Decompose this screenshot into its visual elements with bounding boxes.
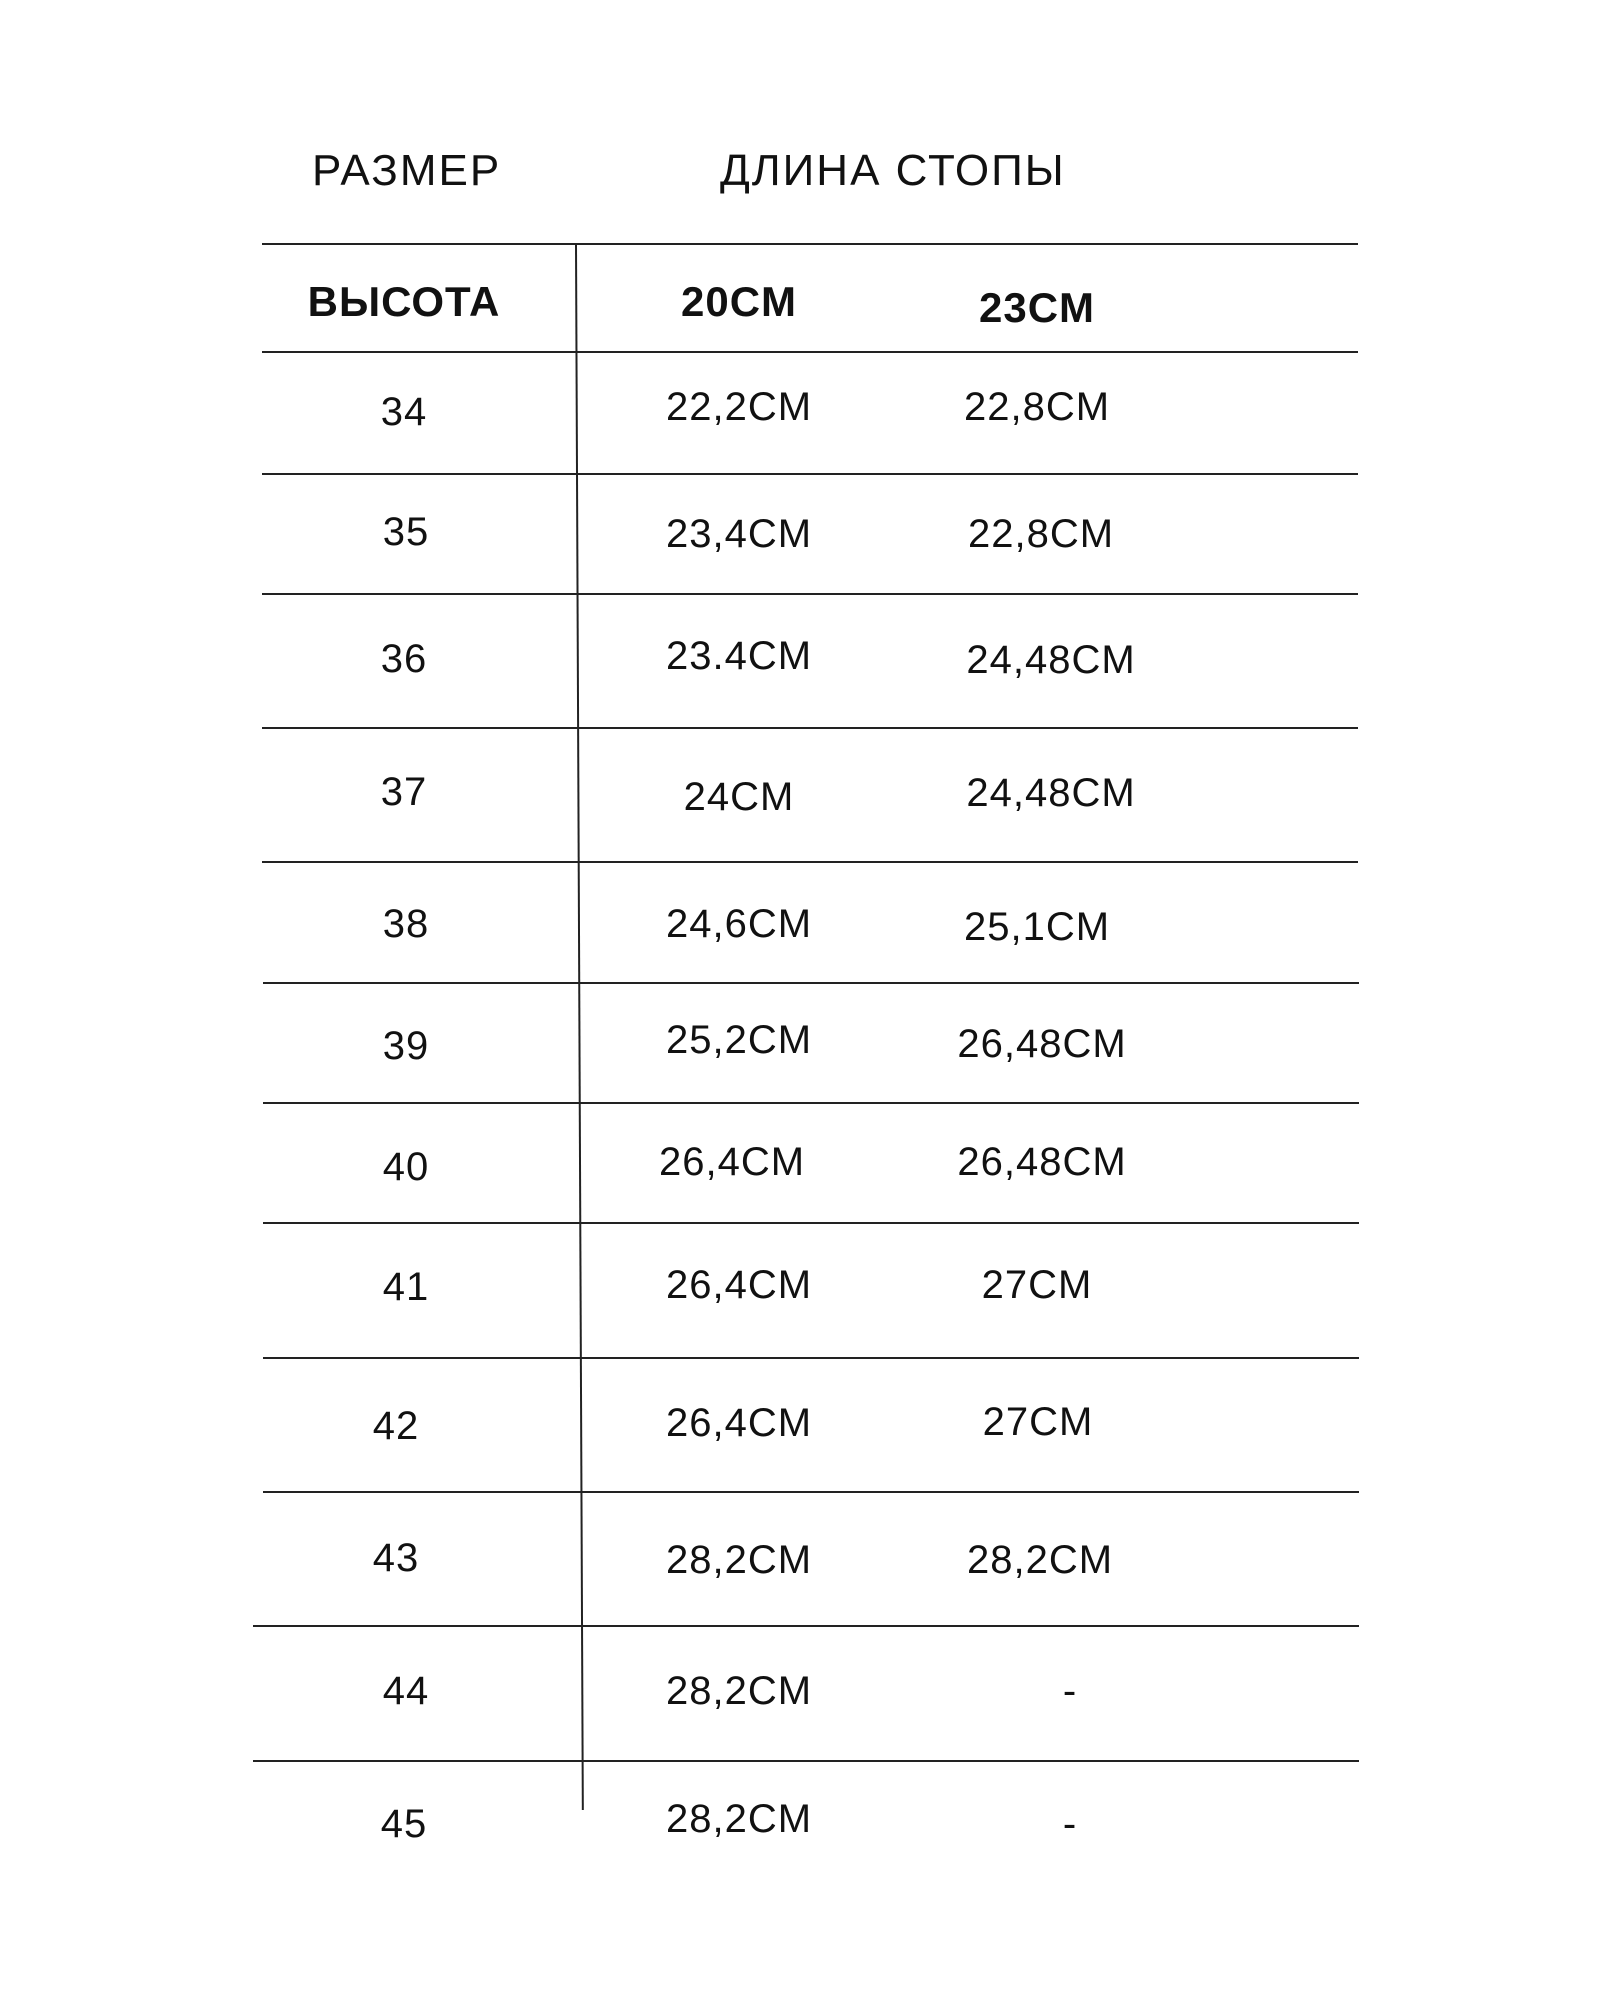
size-value: 40 bbox=[382, 1145, 430, 1189]
length-23cm-value: 28,2CM bbox=[966, 1538, 1114, 1582]
table-rule bbox=[253, 1625, 1359, 1627]
length-23cm-value: 27CM bbox=[981, 1263, 1093, 1307]
foot-length-heading: ДЛИНА СТОПЫ bbox=[720, 146, 1066, 195]
size-value: 36 bbox=[380, 637, 428, 681]
size-value: 37 bbox=[380, 770, 428, 814]
table-rule bbox=[262, 593, 1358, 595]
length-23cm-value: 24,48CM bbox=[966, 638, 1136, 682]
size-value: 38 bbox=[382, 902, 430, 946]
table-rule bbox=[262, 727, 1358, 729]
length-20cm-value: 26,4CM bbox=[665, 1263, 813, 1307]
length-23cm-value: 22,8CM bbox=[963, 385, 1111, 429]
size-value: 34 bbox=[380, 390, 428, 434]
length-20cm-value: 24CM bbox=[683, 775, 795, 819]
length-20cm-value: 26,4CM bbox=[665, 1401, 813, 1445]
size-value: 35 bbox=[382, 510, 430, 554]
column-header-height: ВЫСОТА bbox=[307, 278, 501, 325]
size-value: 43 bbox=[372, 1536, 420, 1580]
table-rule bbox=[263, 1491, 1359, 1493]
length-23cm-value: 22,8CM bbox=[967, 512, 1115, 556]
table-rule bbox=[253, 1760, 1359, 1762]
size-value: 39 bbox=[382, 1024, 430, 1068]
table-rule bbox=[263, 1102, 1359, 1104]
column-header-23cm: 23CM bbox=[978, 284, 1096, 331]
length-20cm-value: 28,2CM bbox=[665, 1538, 813, 1582]
length-23cm-value: 25,1CM bbox=[963, 905, 1111, 949]
length-20cm-value: 28,2CM bbox=[665, 1797, 813, 1841]
length-20cm-value: 24,6CM bbox=[665, 902, 813, 946]
length-23cm-value: - bbox=[1062, 1669, 1078, 1713]
size-heading: РАЗМЕР bbox=[312, 146, 502, 195]
length-23cm-value: - bbox=[1062, 1802, 1078, 1846]
length-20cm-value: 22,2CM bbox=[665, 385, 813, 429]
length-20cm-value: 25,2CM bbox=[665, 1018, 813, 1062]
length-20cm-value: 23,4CM bbox=[665, 512, 813, 556]
column-divider bbox=[575, 244, 584, 1810]
length-23cm-value: 24,48CM bbox=[966, 771, 1136, 815]
length-20cm-value: 23.4CM bbox=[665, 634, 813, 678]
length-20cm-value: 26,4CM bbox=[658, 1140, 806, 1184]
length-23cm-value: 26,48CM bbox=[957, 1140, 1127, 1184]
size-value: 45 bbox=[380, 1802, 428, 1846]
length-23cm-value: 26,48CM bbox=[957, 1022, 1127, 1066]
column-header-20cm: 20CM bbox=[680, 278, 798, 325]
table-rule bbox=[262, 351, 1358, 353]
table-rule bbox=[262, 473, 1358, 475]
size-value: 42 bbox=[372, 1404, 420, 1448]
table-rule bbox=[262, 243, 1358, 245]
length-20cm-value: 28,2CM bbox=[665, 1669, 813, 1713]
table-rule bbox=[262, 861, 1358, 863]
length-23cm-value: 27CM bbox=[982, 1400, 1094, 1444]
size-value: 41 bbox=[382, 1265, 430, 1309]
table-rule bbox=[263, 982, 1359, 984]
table-rule bbox=[263, 1357, 1359, 1359]
size-value: 44 bbox=[382, 1669, 430, 1713]
table-rule bbox=[263, 1222, 1359, 1224]
